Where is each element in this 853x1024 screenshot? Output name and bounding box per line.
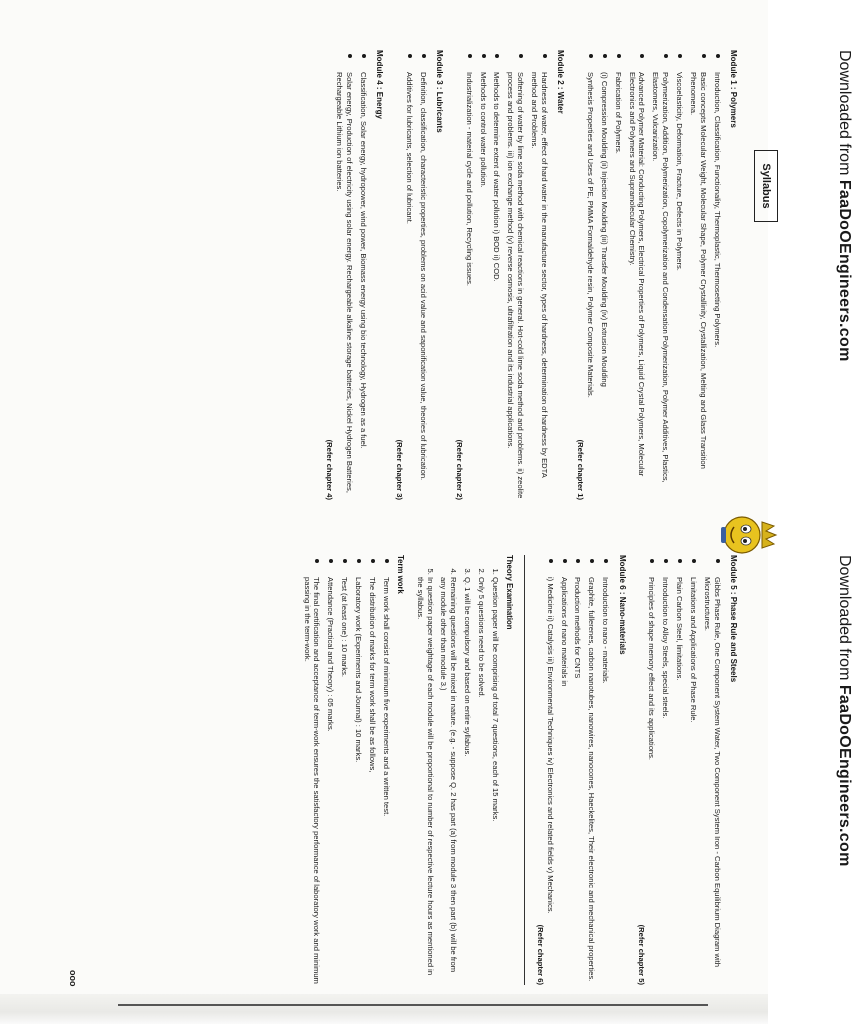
list-item: Introduction to Alloy Steels, special steels. (660, 555, 670, 985)
bullet-icon (678, 54, 682, 58)
list-item: Term work shall consist of minimum five experiments and a written test. (381, 555, 391, 985)
chapter-ref: (Refer chapter 4) (325, 439, 335, 500)
bullet-icon (543, 54, 547, 58)
list-item: Viscoelasticity, Deformation, Fracture, Defects in Polymers. (674, 50, 684, 500)
list-item: Synthesis Properties and Uses of PE, PMMA Formaldehyde resin, Polymer Composite Materials. (Refer chapter 1) (575, 50, 595, 500)
list-item: Principles of shape memory effect and its applications. (Refer chapter 5) (637, 555, 657, 985)
syllabus-title: Syllabus (754, 150, 778, 222)
list-item: Introduction, Classification, Functionality, Thermoplastic, Thermosetting Polymers. (712, 50, 722, 500)
list-item: Advanced Polymer Material: Conducting Polymers, Electrical Properties of Polymers, Liquid Crystal Polymers, Molecular Electronics and Polymers and Supramolecular Chemistry. (627, 50, 647, 500)
list-item: Introduction to nano - materials. (600, 555, 610, 985)
list-item: Production methods for CNTS (573, 555, 583, 985)
module-5 (637, 555, 738, 985)
module-1 (575, 50, 738, 500)
list-item: i) Medicine ii) Catalysis iii) Environmental Techniques iv) Electronics and related fields v) Mechanics. (Refer chapter 6) (535, 555, 555, 985)
bullet-icon (590, 559, 594, 563)
list-item: Graphite, fullerenes, carbon nanotubes, nanowires, nanocones, Haeckelites, Their electronic and mechanical properties. (586, 555, 596, 985)
list-item: Basic concepts Molecular Weight, Molecular Shape, Polymer Crystallinity, Crystallization, Melting and Glass Transition Phenomena. (688, 50, 708, 500)
bullet-icon (482, 54, 486, 58)
chapter-ref: (Refer chapter 1) (576, 439, 586, 500)
module-2 (454, 50, 565, 500)
list-item: Fabrication of Polymers. (613, 50, 623, 500)
bullet-icon (357, 559, 361, 563)
list-item: Methods to control water pollution. (478, 50, 488, 500)
bullet-icon (408, 54, 412, 58)
module-items (637, 555, 722, 985)
bullet-icon (422, 54, 426, 58)
download-prefix: Downloaded from (836, 555, 853, 685)
scan-edge (0, 994, 768, 1024)
bullet-icon (329, 559, 333, 563)
chapter-ref: (Refer chapter 2) (454, 439, 464, 500)
termwork-list (302, 555, 391, 985)
list-item: Hardness of water, effect of hard water in the manufacture sector, types of hardness, determination of hardness by EDTA method and Problems. (529, 50, 549, 500)
list-item: Test (at least one) : 10 marks. (339, 555, 349, 985)
list-item: Definition, classification, characteristic properties, problems on acid value and saponification value, theories of lubrication. (418, 50, 428, 500)
bullet-icon (692, 559, 696, 563)
bullet-icon (603, 54, 607, 58)
list-item: Plain Carbon Steel, limitations. (674, 555, 684, 985)
theory-heading: Theory Examination (505, 555, 515, 630)
chapter-ref: (Refer chapter 3) (394, 439, 404, 500)
list-item: Applications of nano materials in (559, 555, 569, 985)
list-item: Gibbs Phase Rule, One Component System Water, Two Component System Iron - Carbon Equilibrium Diagram with Microstructures. (702, 555, 722, 985)
module-items (394, 50, 428, 500)
bullet-icon (315, 559, 319, 563)
bullet-icon (468, 54, 472, 58)
module-title: Module 1 : Polymers (729, 50, 738, 128)
bullet-icon (604, 559, 608, 563)
bullet-icon (650, 559, 654, 563)
module-title: Module 4 : Energy (375, 50, 385, 119)
bullet-icon (495, 54, 499, 58)
bullet-icon (664, 54, 668, 58)
list-item: 1. Question paper will be comprising of total 7 questions, each of 15 marks. (490, 577, 500, 985)
download-brand: FaaDoOEngineers.com (836, 684, 853, 867)
bullet-icon (589, 54, 593, 58)
bullet-icon (702, 54, 706, 58)
bullet-icon (348, 54, 352, 58)
download-brand: FaaDoOEngineers.com (836, 179, 853, 362)
module-title: Module 3 : Lubricants (435, 50, 445, 133)
list-item: Industrialization - material cycle and pollution, Recycling issues. (Refer chapter 2) (454, 50, 474, 500)
module-items (535, 555, 610, 985)
list-item: 4. Remaining questions will be mixed in nature. (e.g. - suppose Q. 2 has part (a) from module 3 then part (b) will be from any module other than module 3.) (439, 577, 459, 985)
module-4 (324, 50, 384, 500)
chapter-ref: (Refer chapter 5) (637, 924, 647, 985)
bullet-icon (664, 559, 668, 563)
right-column (38, 555, 738, 985)
theory-list (415, 555, 500, 985)
download-watermark-right (835, 555, 853, 867)
page-end-marker: ooo (68, 970, 78, 987)
crowned-mascot-icon (720, 512, 776, 558)
scan-edge-line (118, 1004, 708, 1006)
list-item: 3. Q. 1 will be compulsory and based on entire syllabus. (462, 577, 472, 985)
bullet-icon (385, 559, 389, 563)
list-item: 5. In question paper weightage of each module will be proportional to number of respective lecture hours as mentioned in the syllabus. (415, 577, 435, 985)
bullet-icon (640, 54, 644, 58)
bullet-icon (617, 54, 621, 58)
list-item: Softening of water by lime soda method with chemical reactions in general. Hot-cold lime soda method and problems. ii) zeolite process and problems. iii) ion exchange method (v) reverse osmosis, ultrafiltration and its industrial applications. (505, 50, 525, 500)
bullet-icon (576, 559, 580, 563)
download-prefix: Downloaded from (836, 50, 853, 180)
bullet-icon (716, 559, 720, 563)
module-title: Module 5 : Phase Rule and Steels (729, 555, 738, 683)
module-6 (535, 555, 627, 985)
bullet-icon (716, 54, 720, 58)
chapter-ref: (Refer chapter 6) (535, 924, 545, 985)
left-column (38, 50, 738, 500)
rotated-syllabus-page (38, 50, 853, 990)
list-item: Methods to determine extent of water pollution i) BOD ii) COD. (492, 50, 502, 500)
term-work (302, 555, 405, 985)
bullet-icon (519, 54, 523, 58)
list-item: The final certification and acceptance of term-work ensures the satisfactory performance of laboratory work and minimum passing in the term-work. (302, 555, 322, 985)
list-item: Polymerization, Addition, Polymerization, Copolymerization and Condensation Polymerization, Polymer Additives, Plastics, Elastomers, Vulcanization. (650, 50, 670, 500)
module-title: Module 6 : Nano-materials (617, 555, 627, 655)
module-items (575, 50, 721, 500)
download-watermark-left (835, 50, 853, 362)
bullet-icon (343, 559, 347, 563)
module-items (324, 50, 367, 500)
bullet-icon (362, 54, 366, 58)
list-item: Classification, Solar energy, hydropower, wind power, Biomass energy using bio technology, Hydrogen as a fuel. (358, 50, 368, 500)
list-item: Laboratory work (Experiments and Journal) : 10 marks. (353, 555, 363, 985)
termwork-heading: Term work (395, 555, 405, 594)
module-items (454, 50, 549, 500)
list-item: Additives for lubricants, selection of lubricant. (Refer chapter 3) (394, 50, 414, 500)
list-item: 2. Only 5 questions need to be solved. (476, 577, 486, 985)
divider (524, 555, 525, 985)
theory-examination (415, 555, 514, 985)
module-title: Module 2 : Water (556, 50, 566, 114)
bullet-icon (563, 559, 567, 563)
list-item: The distribution of marks for term work shall be as follows, (367, 555, 377, 985)
bullet-icon (678, 559, 682, 563)
list-item: Limitations and Applications of Phase Rule. (688, 555, 698, 985)
module-3 (394, 50, 444, 500)
bullet-icon (549, 559, 553, 563)
list-item: Solar energy, Production of electricity using solar energy. Rechargeable alkaline storage batteries, Nickel Hydrogen Batteries, Rechargeable Lithium ion batteries. (Refer chapter 4) (324, 50, 354, 500)
bullet-icon (371, 559, 375, 563)
list-item: Attendance (Practical and Theory) : 05 marks. (325, 555, 335, 985)
list-item: (i) Compression Moulding (ii) Injection Moulding (iii) Transfer Moulding (iv) Extrusion Moulding (599, 50, 609, 500)
